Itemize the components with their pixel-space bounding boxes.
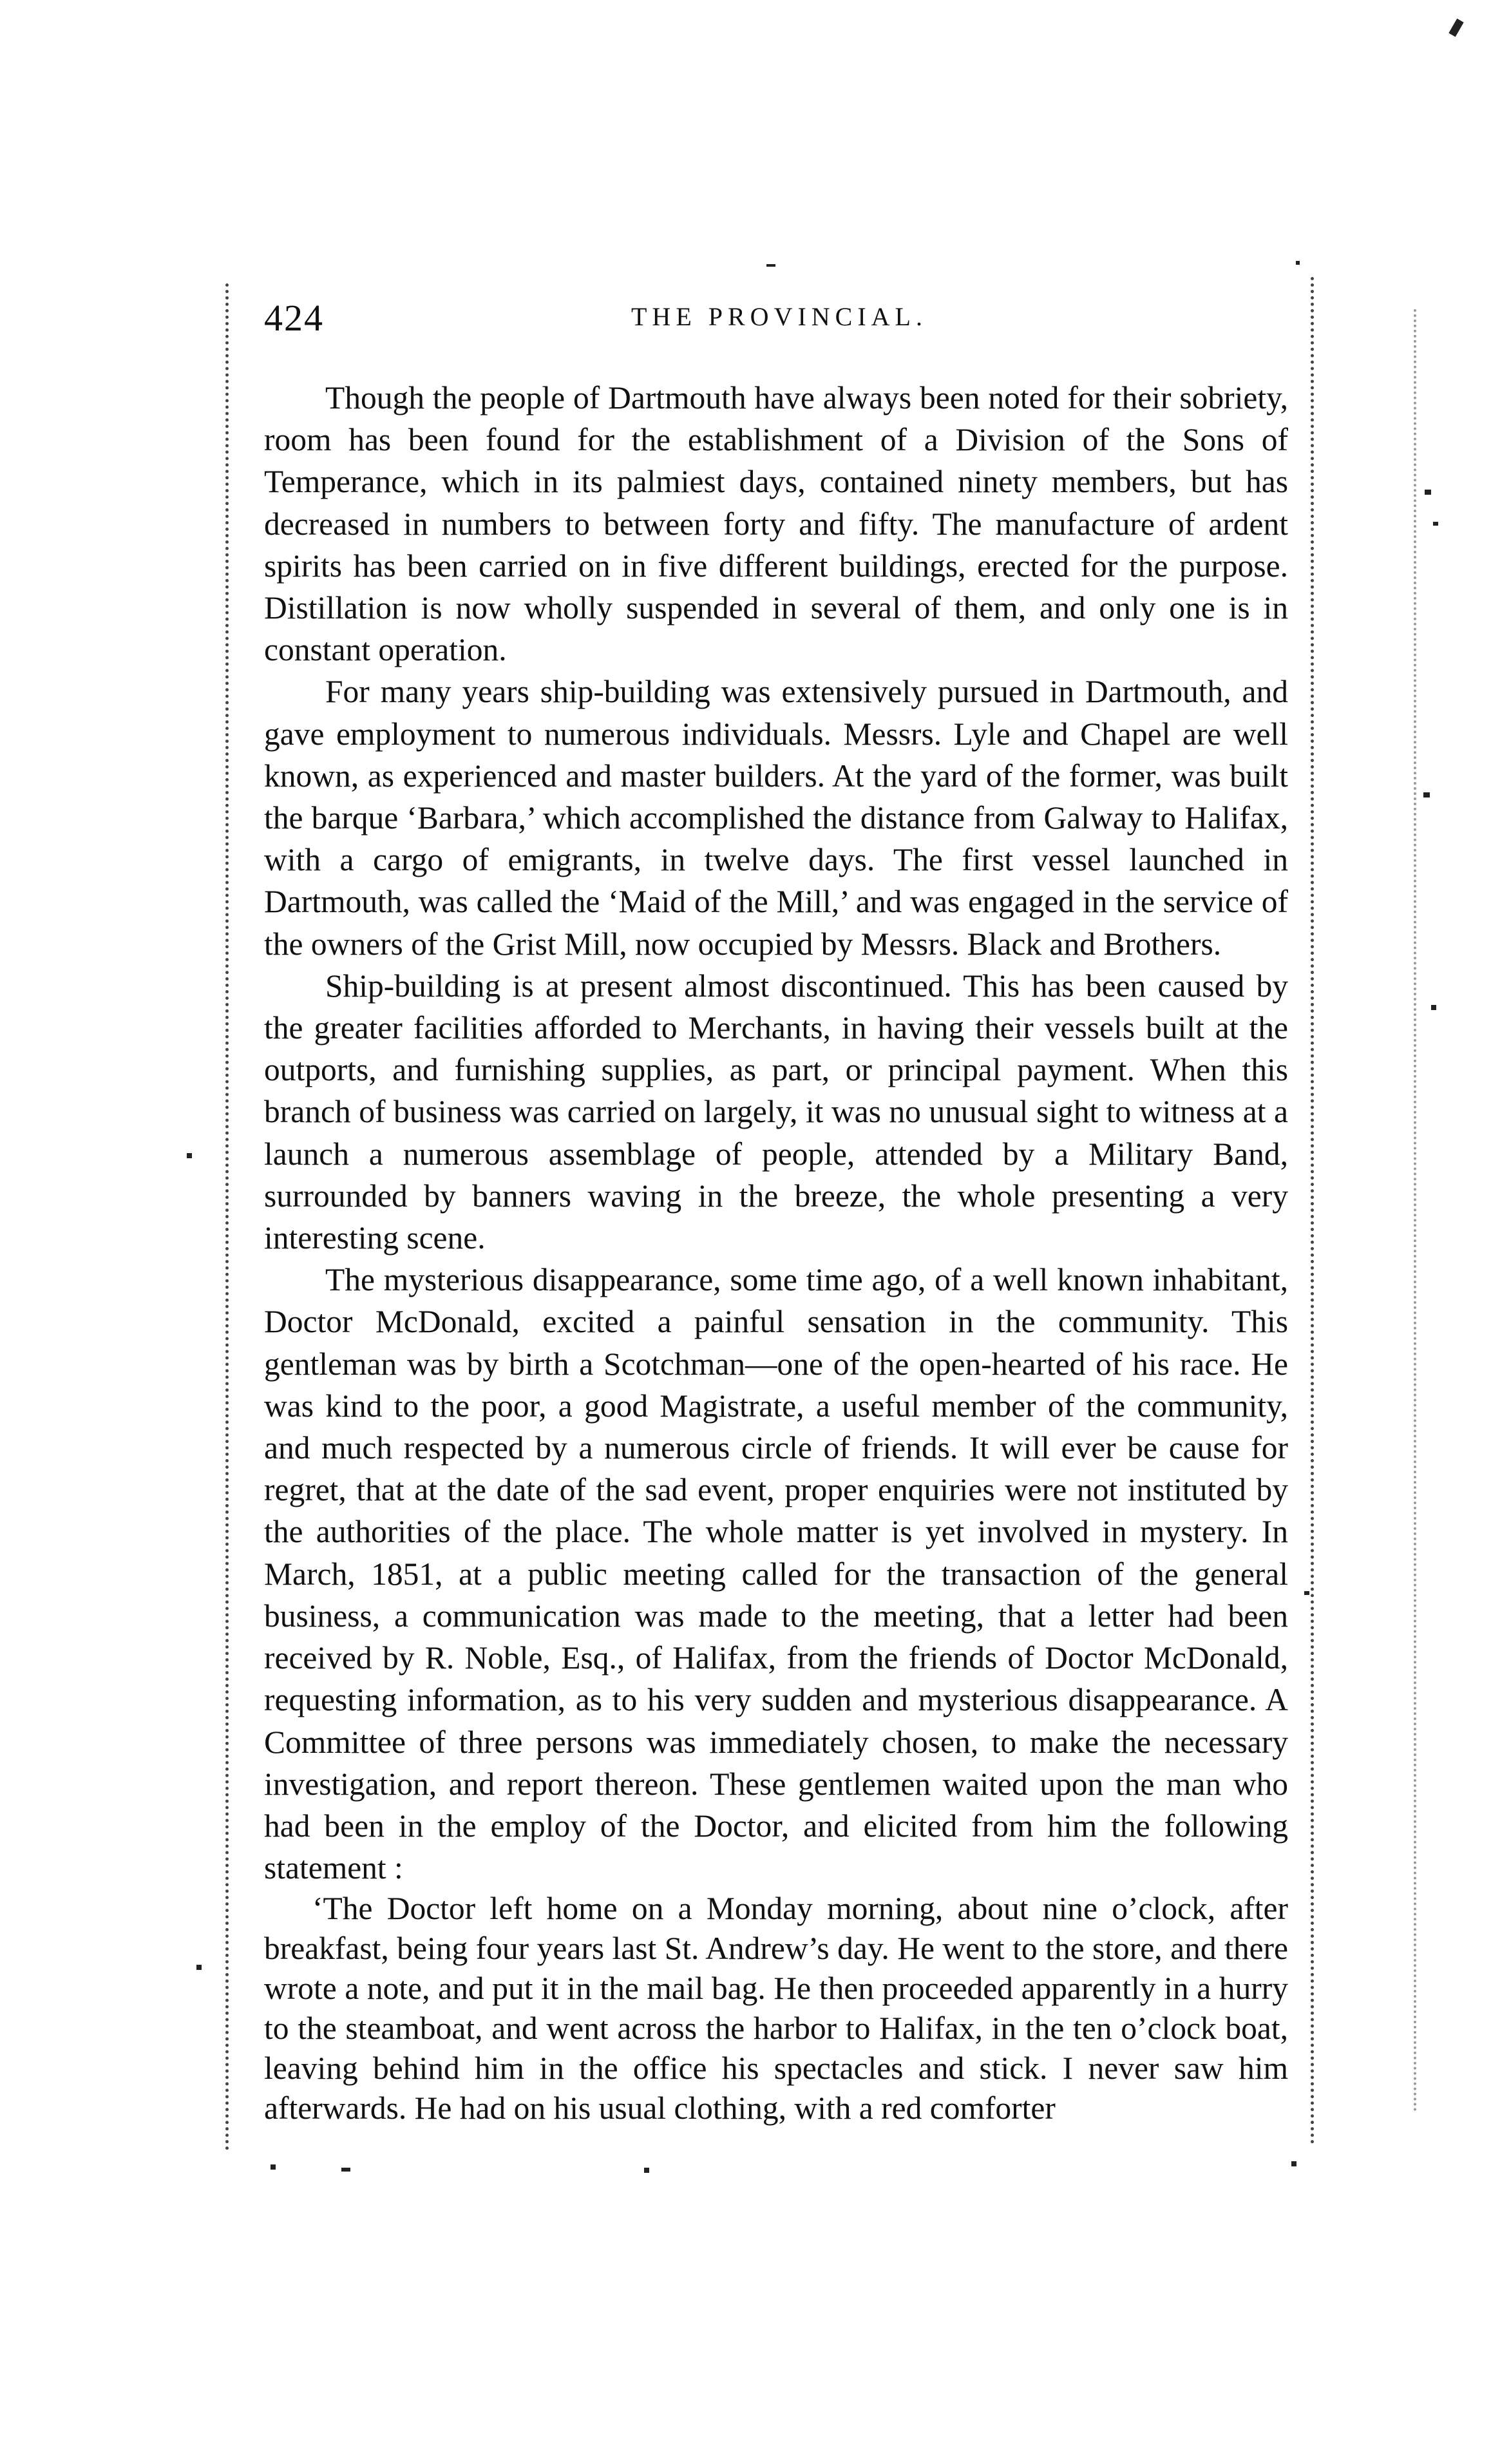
running-title: THE PROVINCIAL.: [631, 302, 927, 331]
page-number: 424: [264, 297, 324, 339]
paragraph-ship-building-decline: Ship-building is at present almost discontinued. This has been caused by the greater facilities afforded to Merchants, in having their vessels built at the outports, and furnishing supplies, as part, or principal payment. When this branch of business was carried on largely, it was no unusual sight to witness at a launch a numerous assemblage of people, attended by a Military Band, surrounded by banners waving in the breeze, the whole presenting a very interesting scene.: [264, 968, 1288, 1256]
scan-mark: [187, 1153, 192, 1158]
scan-mark: [1296, 261, 1300, 265]
scan-mark: [341, 2168, 350, 2172]
scan-mark: [1433, 522, 1438, 526]
page-edge-far: [1414, 309, 1416, 2113]
page-edge-left: [225, 283, 229, 2152]
scan-mark: [766, 264, 775, 267]
scan-mark: [271, 2164, 276, 2170]
paragraph-doctor-mcdonald: The mysterious disappearance, some time ago, of a well known inhabitant, Doctor McDonald, excited a painful sensation in the community. This gentleman was by birth a Scotchman—one of the open-hearted of his race. He was kind to the poor, a good Magistrate, a useful member of the community, and much respected by a numerous circle of friends. It will ever be cause for regret, that at the date of the sad event, proper enquiries were not instituted by the authorities of the place. The whole matter is yet involved in mystery. In March, 1851, at a public meeting called for the transaction of the general business, a communication was made to the meeting, that a letter had been received by R. Noble, Esq., of Halifax, from the friends of Doctor McDonald, requesting information, as to his very sudden and mysterious disappearance. A Committee of three persons was immediately chosen, to make the necessary investigation, and report thereon. These gentlemen waited upon the man who had been in the employ of the Doctor, and elicited from him the following statement :: [264, 1262, 1288, 1886]
paragraph-ship-building-history: For many years ship-building was extensively pursued in Dartmouth, and gave employment to numerous individuals. Messrs. Lyle and Chapel are well known, as experienced and master builders. At the yard of the former, was built the barque ‘Barbara,’ which accomplished the distance from Galway to Halifax, with a cargo of emigrants, in twelve days. The first vessel launched in Dartmouth, was called the ‘Maid of the Mill,’ and was engaged in the service of the owners of the Grist Mill, now occupied by Messrs. Black and Brothers.: [264, 674, 1288, 962]
page-edge-right: [1311, 277, 1314, 2145]
scan-mark: [1291, 2161, 1296, 2166]
paragraph-temperance: Though the people of Dartmouth have always been noted for their sobriety, room has been found for the establishment of a Division of the Sons of Temperance, which in its palmiest days, contained ninety members, but has decreased in numbers to between forty and fifty. The manufacture of ardent spirits has been carried on in five different buildings, erected for the purpose. Distillation is now wholly suspended in several of them, and only one is in constant operation.: [264, 380, 1288, 668]
body-text: [264, 377, 1288, 2128]
running-head: [264, 296, 1295, 348]
scan-mark: [196, 1965, 202, 1970]
scan-mark: [1431, 1005, 1436, 1010]
scan-mark: [1423, 792, 1430, 797]
scan-mark: [1425, 490, 1431, 495]
scan-mark: [644, 2168, 649, 2173]
scan-mark: [1304, 1591, 1309, 1595]
statement-quote: ‘The Doctor left home on a Monday morning, about nine o’clock, after breakfast, being four years last St. Andrew’s day. He went to the store, and there wrote a note, and put it in the mail bag. He then proceeded apparently in a hurry to the steamboat, and went across the harbor to Halifax, in the ten o’clock boat, leaving behind him in the office his spectacles and stick. I never saw him afterwards. He had on his usual clothing, with a red comforter: [264, 1891, 1288, 2126]
scan-mark: [1448, 19, 1463, 37]
